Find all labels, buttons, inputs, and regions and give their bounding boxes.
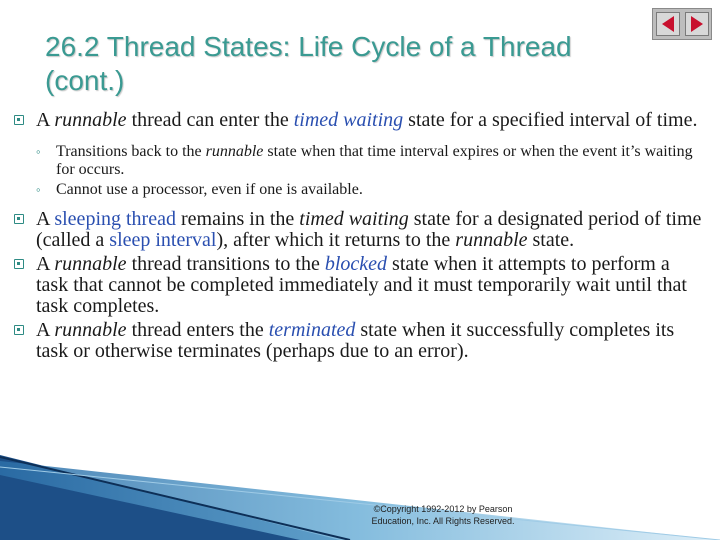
bullet-item [14, 209, 704, 251]
text-run: runnable [54, 253, 127, 275]
text-run: ), after which it returns to the [216, 229, 456, 251]
text-run: thread can enter the [126, 109, 294, 131]
text-run: thread enters the [126, 319, 269, 341]
arrow-left-icon [662, 16, 674, 32]
bullet-item [14, 254, 704, 317]
sub-bullet-item [14, 181, 704, 199]
text-run: state when it attempts to perform a task that cannot be completed immediately and it must temporarily wait until that task completes. [36, 253, 687, 317]
text-run: Transitions back to the [56, 143, 206, 160]
square-bullet-icon [14, 325, 24, 335]
bullet-item [14, 320, 704, 362]
text-run: remains in the [175, 208, 300, 230]
text-run: A [36, 319, 55, 341]
bullet-item [14, 110, 704, 131]
text-run: runnable [455, 229, 528, 251]
text-run: A [36, 253, 55, 275]
sub-bullet-item [14, 143, 704, 179]
square-bullet-icon [14, 259, 24, 269]
text-run: A [36, 208, 55, 230]
slide-body [14, 110, 704, 362]
circle-bullet-icon: ◦ [36, 182, 41, 197]
text-run: runnable [54, 109, 127, 131]
text-run: timed waiting [299, 208, 409, 230]
text-run: runnable [205, 143, 264, 160]
square-bullet-icon [14, 115, 24, 125]
text-run: runnable [54, 319, 127, 341]
slide-title: 26.2 Thread States: Life Cycle of a Thread (cont.) [45, 31, 572, 96]
text-run: timed waiting [293, 109, 404, 131]
copyright-line-1: ©Copyright 1992-2012 by Pearson [373, 504, 513, 514]
text-run: state when that time interval expires or when the event it’s waiting for occurs. [56, 143, 693, 178]
text-run: terminated [268, 319, 356, 341]
text-run: Cannot use a processor, even if one is available. [56, 181, 363, 198]
copyright-line-2: Education, Inc. All Rights Reserved. [371, 516, 515, 526]
square-bullet-icon [14, 214, 24, 224]
slide-navigation [652, 8, 712, 40]
text-run: sleeping thread [54, 208, 176, 230]
circle-bullet-icon: ◦ [36, 144, 41, 159]
text-run: sleep interval [109, 229, 217, 251]
text-run: A [36, 109, 55, 131]
text-run: state for a specified interval of time. [403, 109, 698, 131]
arrow-right-icon [691, 16, 703, 32]
previous-slide-button[interactable] [656, 12, 680, 36]
copyright-notice [348, 503, 538, 527]
text-run: thread transitions to the [126, 253, 325, 275]
text-run: blocked [324, 253, 388, 275]
footer-decoration [0, 455, 720, 540]
text-run: state. [527, 229, 575, 251]
text-run: state for a designated period of time (called a [36, 208, 702, 251]
next-slide-button[interactable] [685, 12, 709, 36]
text-run: state when it successfully completes its task or otherwise terminates (perhaps due to an error). [36, 319, 675, 362]
